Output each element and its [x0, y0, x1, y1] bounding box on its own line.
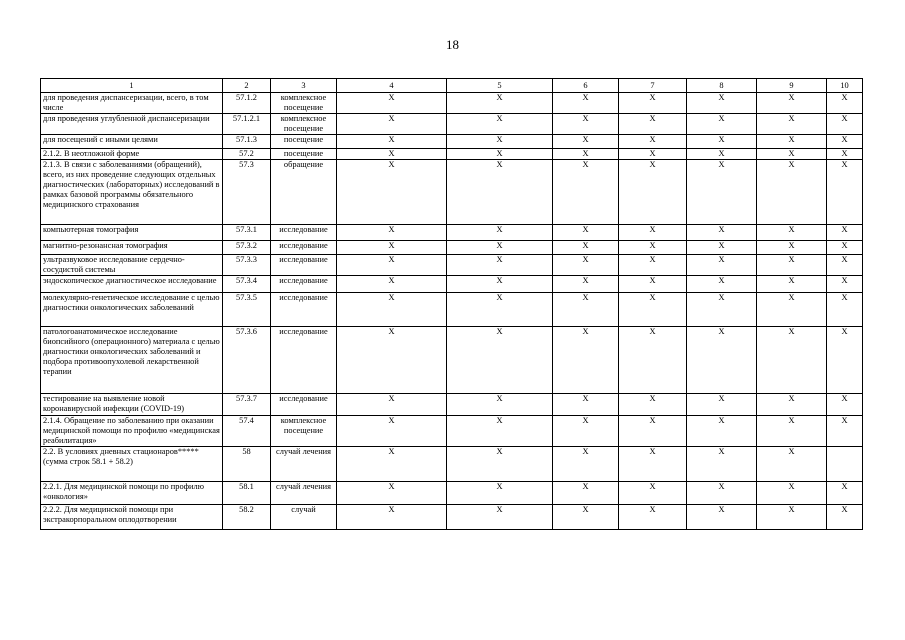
- value-cell: X: [337, 327, 447, 394]
- value-cell: X: [447, 93, 553, 114]
- value-cell: X: [553, 241, 619, 255]
- row-code-cell: 58.1: [223, 482, 271, 505]
- value-cell: X: [553, 93, 619, 114]
- value-cell: X: [619, 114, 687, 135]
- value-cell: X: [553, 276, 619, 293]
- page-number: 18: [446, 37, 459, 52]
- value-cell: X: [687, 447, 757, 482]
- row-name-cell: для проведения углубленной диспансеризации: [41, 114, 223, 135]
- value-cell: X: [553, 114, 619, 135]
- value-cell: X: [337, 241, 447, 255]
- table-row: [41, 241, 863, 255]
- value-cell: X: [687, 241, 757, 255]
- row-unit-cell: комплексное посещение: [271, 416, 337, 447]
- row-name-cell: для посещений с иными целями: [41, 135, 223, 149]
- row-unit-cell: посещение: [271, 135, 337, 149]
- value-cell: X: [447, 293, 553, 327]
- row-code-cell: 58: [223, 447, 271, 482]
- value-cell: X: [447, 416, 553, 447]
- column-header: 3: [271, 79, 337, 93]
- value-cell: X: [447, 447, 553, 482]
- column-header: 4: [337, 79, 447, 93]
- column-header: 2: [223, 79, 271, 93]
- value-cell: X: [757, 225, 827, 241]
- value-cell: X: [553, 160, 619, 225]
- row-name-cell: молекулярно-генетическое исследование с целью диагностики онкологических заболеваний: [41, 293, 223, 327]
- row-code-cell: 58.2: [223, 505, 271, 530]
- row-unit-cell: исследование: [271, 394, 337, 416]
- value-cell: X: [619, 160, 687, 225]
- value-cell: X: [827, 505, 863, 530]
- value-cell: X: [447, 160, 553, 225]
- value-cell: X: [553, 505, 619, 530]
- row-name-cell: 2.2. В условиях дневных стационаров***** (сумма строк 58.1 + 58.2): [41, 447, 223, 482]
- value-cell: X: [553, 416, 619, 447]
- value-cell: X: [827, 241, 863, 255]
- value-cell: X: [337, 160, 447, 225]
- value-cell: X: [687, 160, 757, 225]
- table-row: [41, 255, 863, 276]
- value-cell: X: [619, 93, 687, 114]
- value-cell: X: [827, 327, 863, 394]
- value-cell: X: [687, 394, 757, 416]
- value-cell: X: [687, 93, 757, 114]
- value-cell: X: [687, 255, 757, 276]
- table-row: [41, 93, 863, 114]
- value-cell: X: [447, 114, 553, 135]
- value-cell: X: [619, 149, 687, 160]
- column-header: 7: [619, 79, 687, 93]
- row-unit-cell: исследование: [271, 293, 337, 327]
- row-unit-cell: случай лечения: [271, 482, 337, 505]
- value-cell: X: [687, 135, 757, 149]
- value-cell: X: [553, 225, 619, 241]
- value-cell: X: [447, 149, 553, 160]
- row-name-cell: тестирование на выявление новой коронавирусной инфекции (COVID-19): [41, 394, 223, 416]
- row-code-cell: 57.4: [223, 416, 271, 447]
- value-cell: X: [827, 276, 863, 293]
- header-row: [41, 79, 863, 93]
- row-code-cell: 57.3.2: [223, 241, 271, 255]
- value-cell: X: [337, 276, 447, 293]
- value-cell: X: [757, 482, 827, 505]
- row-code-cell: 57.1.2.1: [223, 114, 271, 135]
- value-cell: X: [553, 149, 619, 160]
- value-cell: X: [827, 255, 863, 276]
- value-cell: X: [337, 255, 447, 276]
- row-code-cell: 57.1.3: [223, 135, 271, 149]
- value-cell: X: [553, 135, 619, 149]
- row-name-cell: 2.1.4. Обращение по заболеванию при оказании медицинской помощи по профилю «медицинская реабилитация»: [41, 416, 223, 447]
- row-name-cell: 2.1.2. В неотложной форме: [41, 149, 223, 160]
- row-unit-cell: случай лечения: [271, 447, 337, 482]
- value-cell: X: [619, 416, 687, 447]
- value-cell: X: [757, 241, 827, 255]
- value-cell: X: [687, 416, 757, 447]
- row-code-cell: 57.3.3: [223, 255, 271, 276]
- row-code-cell: 57.3: [223, 160, 271, 225]
- value-cell: X: [757, 505, 827, 530]
- table-row: [41, 416, 863, 447]
- row-code-cell: 57.3.4: [223, 276, 271, 293]
- table-row: [41, 482, 863, 505]
- row-unit-cell: исследование: [271, 276, 337, 293]
- value-cell: X: [687, 293, 757, 327]
- value-cell: [827, 447, 863, 482]
- value-cell: X: [447, 505, 553, 530]
- value-cell: X: [619, 135, 687, 149]
- row-name-cell: компьютерная томография: [41, 225, 223, 241]
- row-code-cell: 57.3.6: [223, 327, 271, 394]
- column-header: 9: [757, 79, 827, 93]
- row-name-cell: патологоанатомическое исследование биопсийного (операционного) материала с целью диагностики онкологических заболеваний и подбора противоопухолевой лекарственной терапии: [41, 327, 223, 394]
- value-cell: X: [757, 93, 827, 114]
- value-cell: X: [827, 135, 863, 149]
- value-cell: X: [687, 225, 757, 241]
- value-cell: X: [757, 160, 827, 225]
- row-unit-cell: исследование: [271, 241, 337, 255]
- value-cell: X: [757, 447, 827, 482]
- column-header: 6: [553, 79, 619, 93]
- row-unit-cell: исследование: [271, 327, 337, 394]
- value-cell: X: [447, 276, 553, 293]
- value-cell: X: [619, 255, 687, 276]
- row-name-cell: ультразвуковое исследование сердечно-сосудистой системы: [41, 255, 223, 276]
- value-cell: X: [553, 447, 619, 482]
- value-cell: X: [619, 241, 687, 255]
- value-cell: X: [619, 293, 687, 327]
- value-cell: X: [757, 416, 827, 447]
- value-cell: X: [447, 394, 553, 416]
- value-cell: X: [337, 93, 447, 114]
- value-cell: X: [827, 394, 863, 416]
- value-cell: X: [687, 505, 757, 530]
- value-cell: X: [447, 135, 553, 149]
- row-unit-cell: обращение: [271, 160, 337, 225]
- value-cell: X: [757, 276, 827, 293]
- value-cell: X: [757, 293, 827, 327]
- value-cell: X: [619, 327, 687, 394]
- value-cell: X: [337, 416, 447, 447]
- value-cell: X: [827, 482, 863, 505]
- value-cell: X: [757, 255, 827, 276]
- row-code-cell: 57.2: [223, 149, 271, 160]
- value-cell: X: [757, 135, 827, 149]
- column-header: 5: [447, 79, 553, 93]
- table-row: [41, 149, 863, 160]
- row-unit-cell: комплексное посещение: [271, 114, 337, 135]
- value-cell: X: [337, 114, 447, 135]
- value-cell: X: [757, 114, 827, 135]
- row-code-cell: 57.3.7: [223, 394, 271, 416]
- data-table: [40, 78, 863, 530]
- value-cell: X: [447, 241, 553, 255]
- column-header: 1: [41, 79, 223, 93]
- table-row: [41, 160, 863, 225]
- value-cell: X: [687, 276, 757, 293]
- value-cell: X: [827, 160, 863, 225]
- value-cell: X: [757, 149, 827, 160]
- value-cell: X: [827, 149, 863, 160]
- value-cell: X: [827, 225, 863, 241]
- table-row: [41, 447, 863, 482]
- row-unit-cell: комплексное посещение: [271, 93, 337, 114]
- value-cell: X: [337, 482, 447, 505]
- row-unit-cell: исследование: [271, 255, 337, 276]
- value-cell: X: [687, 114, 757, 135]
- value-cell: X: [619, 447, 687, 482]
- table-row: [41, 225, 863, 241]
- value-cell: X: [687, 482, 757, 505]
- value-cell: X: [337, 394, 447, 416]
- row-unit-cell: посещение: [271, 149, 337, 160]
- table-row: [41, 114, 863, 135]
- value-cell: X: [619, 505, 687, 530]
- row-name-cell: магнитно-резонансная томография: [41, 241, 223, 255]
- table-row: [41, 505, 863, 530]
- table-row: [41, 327, 863, 394]
- table-row: [41, 394, 863, 416]
- value-cell: X: [619, 276, 687, 293]
- value-cell: X: [553, 482, 619, 505]
- value-cell: X: [827, 93, 863, 114]
- row-code-cell: 57.3.5: [223, 293, 271, 327]
- value-cell: X: [553, 394, 619, 416]
- value-cell: X: [553, 293, 619, 327]
- value-cell: X: [619, 482, 687, 505]
- value-cell: X: [619, 225, 687, 241]
- value-cell: X: [337, 225, 447, 241]
- value-cell: X: [447, 327, 553, 394]
- value-cell: X: [553, 255, 619, 276]
- value-cell: X: [757, 327, 827, 394]
- row-name-cell: эндоскопическое диагностическое исследование: [41, 276, 223, 293]
- value-cell: X: [337, 135, 447, 149]
- row-unit-cell: исследование: [271, 225, 337, 241]
- value-cell: X: [337, 505, 447, 530]
- row-name-cell: 2.1.3. В связи с заболеваниями (обращений), всего, из них проведение следующих отдельных диагностических (лабораторных) исследований в рамках базовой программы обязательного медицинского страхования: [41, 160, 223, 225]
- value-cell: X: [553, 327, 619, 394]
- value-cell: X: [757, 394, 827, 416]
- value-cell: X: [687, 149, 757, 160]
- value-cell: X: [447, 255, 553, 276]
- value-cell: X: [619, 394, 687, 416]
- column-header: 10: [827, 79, 863, 93]
- value-cell: X: [337, 149, 447, 160]
- table-row: [41, 293, 863, 327]
- row-name-cell: 2.2.1. Для медицинской помощи по профилю «онкология»: [41, 482, 223, 505]
- row-unit-cell: случай: [271, 505, 337, 530]
- value-cell: X: [447, 225, 553, 241]
- row-code-cell: 57.1.2: [223, 93, 271, 114]
- value-cell: X: [827, 416, 863, 447]
- table-row: [41, 276, 863, 293]
- value-cell: X: [337, 293, 447, 327]
- row-name-cell: для проведения диспансеризации, всего, в том числе: [41, 93, 223, 114]
- row-code-cell: 57.3.1: [223, 225, 271, 241]
- value-cell: X: [827, 114, 863, 135]
- column-header: 8: [687, 79, 757, 93]
- value-cell: X: [827, 293, 863, 327]
- value-cell: X: [447, 482, 553, 505]
- value-cell: X: [337, 447, 447, 482]
- row-name-cell: 2.2.2. Для медицинской помощи при экстракорпоральном оплодотворении: [41, 505, 223, 530]
- value-cell: X: [687, 327, 757, 394]
- table-row: [41, 135, 863, 149]
